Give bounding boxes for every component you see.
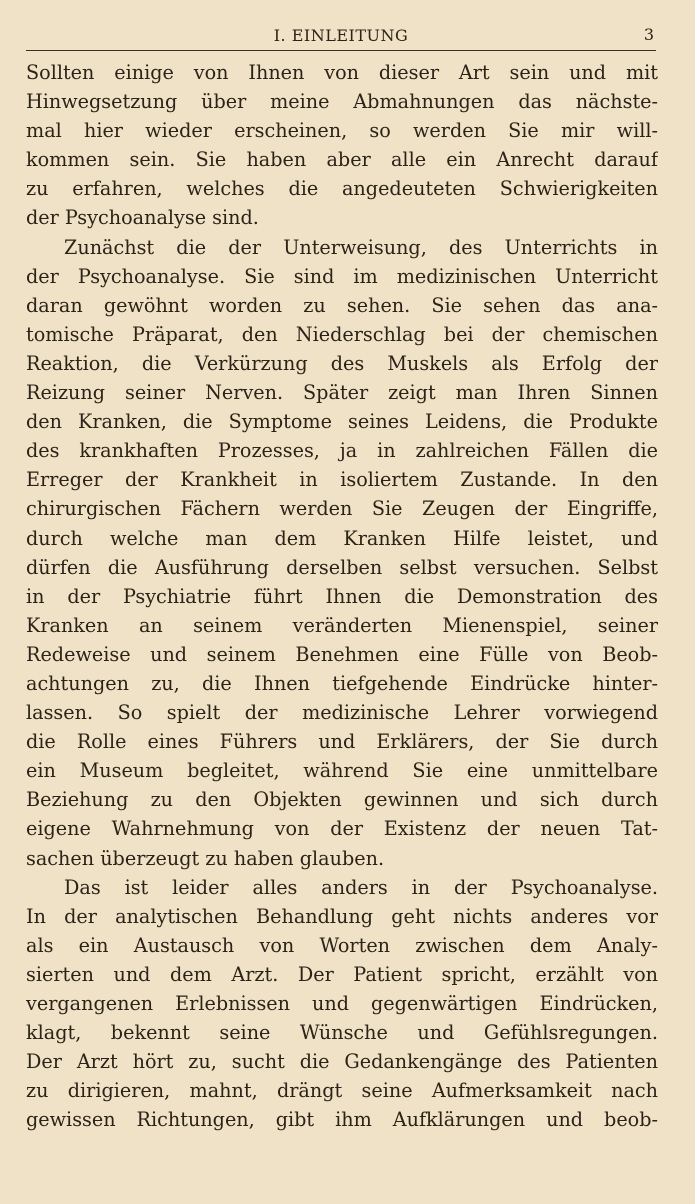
text-line: gewissen Richtungen, gibt ihm Aufklärungen und beob- xyxy=(26,1108,658,1132)
text-line: zu erfahren, welches die angedeuteten Schwierigkeiten xyxy=(26,177,658,201)
text-line: Redeweise und seinem Benehmen eine Fülle von Beob- xyxy=(26,642,658,666)
text-line: lassen. So spielt der medizinische Lehrer vorwiegend xyxy=(26,701,658,725)
text-line: der Psychoanalyse sind. xyxy=(26,206,259,230)
text-line: der Psychoanalyse. Sie sind im medizinischen Unterricht xyxy=(26,264,658,288)
text-line: In der analytischen Behandlung geht nichts anderes vor xyxy=(26,904,658,928)
text-line: den Kranken, die Symptome seines Leidens, die Produkte xyxy=(26,410,658,434)
text-line: in der Psychiatrie führt Ihnen die Demonstration des xyxy=(26,584,658,608)
text-line: achtungen zu, die Ihnen tiefgehende Eindrücke hinter- xyxy=(26,671,658,695)
paragraph xyxy=(26,58,658,233)
text-line: vergangenen Erlebnissen und gegenwärtigen Eindrücken, xyxy=(26,992,658,1015)
text-line: chirurgischen Fächern werden Sie Zeugen der Eingriffe, xyxy=(26,497,658,521)
text-line: Das ist leider alles anders in der Psychoanalyse. xyxy=(64,875,658,899)
text-line: durch welche man dem Kranken Hilfe leistet, und xyxy=(26,526,658,550)
text-line: ein Museum begleitet, während Sie eine unmittelbare xyxy=(26,759,658,783)
body-text xyxy=(26,58,658,1134)
text-line: die Rolle eines Führers und Erklärers, der Sie durch xyxy=(26,730,658,754)
page-number: 3 xyxy=(643,25,654,44)
text-line: zu dirigieren, mahnt, drängt seine Aufmerksamkeit nach xyxy=(26,1079,658,1103)
text-line: Sollten einige von Ihnen von dieser Art sein und mit xyxy=(26,61,658,84)
text-line: kommen sein. Sie haben aber alle ein Anrecht darauf xyxy=(26,148,658,172)
chapter-title: I. EINLEITUNG xyxy=(273,26,409,45)
text-line: sierten und dem Arzt. Der Patient spricht, erzählt von xyxy=(26,962,658,986)
text-line: Beziehung zu den Objekten gewinnen und sich durch xyxy=(26,788,658,812)
text-line: Erreger der Krankheit in isoliertem Zustande. In den xyxy=(26,468,658,492)
text-line: dürfen die Ausführung derselben selbst versuchen. Selbst xyxy=(26,555,658,579)
text-line: Kranken an seinem veränderten Mienenspiel, seiner xyxy=(26,613,658,637)
text-line: Der Arzt hört zu, sucht die Gedankengänge des Patienten xyxy=(26,1050,658,1074)
text-line: Hinwegsetzung über meine Abmahnungen das nächste- xyxy=(26,90,658,114)
text-line: Reaktion, die Verkürzung des Muskels als Erfolg der xyxy=(26,351,658,375)
text-line: des krankhaften Prozesses, ja in zahlreichen Fällen die xyxy=(26,439,658,463)
text-line: eigene Wahrnehmung von der Existenz der neuen Tat- xyxy=(26,817,658,841)
text-line: sachen überzeugt zu haben glauben. xyxy=(26,846,385,870)
paragraph xyxy=(26,873,658,1135)
text-line: mal hier wieder erscheinen, so werden Sie mir will- xyxy=(26,119,658,143)
text-line: tomische Präparat, den Niederschlag bei der chemischen xyxy=(26,322,658,346)
text-line: daran gewöhnt worden zu sehen. Sie sehen das ana- xyxy=(26,293,658,317)
paragraph xyxy=(26,233,658,873)
text-line: Zunächst die der Unterweisung, des Unterrichts in xyxy=(64,235,658,259)
running-header xyxy=(26,22,656,51)
text-line: als ein Austausch von Worten zwischen dem Analy- xyxy=(26,933,658,957)
text-line: Reizung seiner Nerven. Später zeigt man Ihren Sinnen xyxy=(26,381,658,405)
text-line: klagt, bekennt seine Wünsche und Gefühlsregungen. xyxy=(26,1021,658,1045)
